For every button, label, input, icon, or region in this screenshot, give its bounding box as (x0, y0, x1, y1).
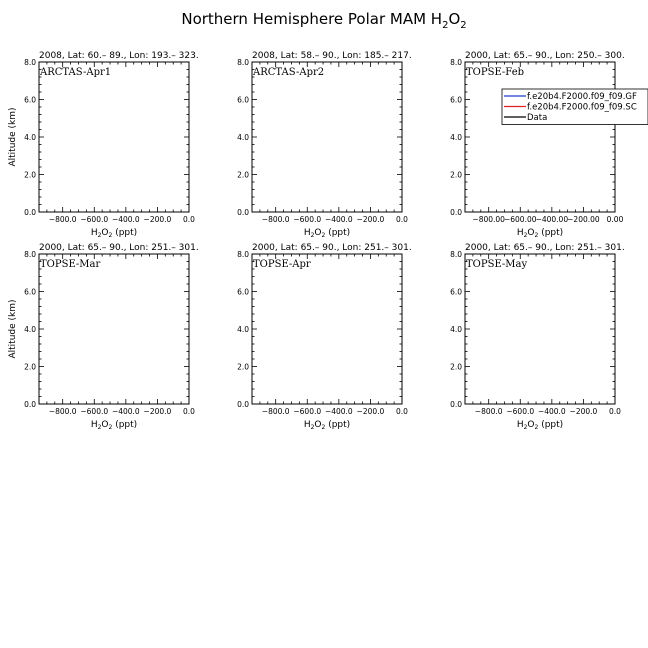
x-tick-label: −800.0 (261, 215, 290, 224)
x-axis-label-sub2: 2 (534, 424, 539, 431)
panel-label: TOPSE-Mar (40, 259, 101, 270)
x-axis-label (304, 228, 350, 239)
figure-title (181, 10, 466, 31)
plot-frame (252, 62, 402, 212)
x-axis-label-h: H (90, 228, 98, 238)
plot-frame (465, 62, 615, 212)
y-tick-label: 8.0 (24, 58, 36, 67)
x-axis-label-sub2: 2 (321, 424, 326, 431)
panel-label: TOPSE-May (466, 259, 528, 270)
y-axis-label: Altitude (km) (8, 299, 18, 359)
x-tick-label: −600.0 (506, 407, 535, 416)
x-tick-label: 0.00 (606, 215, 624, 224)
y-tick-label: 4.0 (450, 133, 462, 142)
legend-entry: f.e20b4.F2000.f09_f09.SC (527, 102, 637, 113)
x-axis-label-o: O (527, 228, 535, 238)
x-axis-label-o: O (101, 420, 109, 430)
chart-panel (237, 243, 412, 431)
chart-panel (450, 243, 625, 431)
x-axis-label-h: H (303, 420, 311, 430)
x-axis-label-o: O (527, 420, 535, 430)
x-axis-label-h: H (90, 420, 98, 430)
plot-frame (39, 62, 189, 212)
x-axis-label-sub2: 2 (108, 424, 113, 431)
y-tick-label: 8.0 (237, 250, 249, 259)
y-tick-label: 4.0 (24, 325, 36, 334)
y-tick-label: 6.0 (450, 287, 462, 297)
x-tick-label: 0.0 (183, 407, 195, 416)
y-tick-label: 4.0 (450, 325, 462, 334)
x-axis-label (91, 228, 137, 239)
y-tick-label: 8.0 (450, 58, 462, 67)
panel-label: ARCTAS-Apr1 (40, 67, 112, 78)
x-axis-label-h: H (516, 228, 524, 238)
x-axis-label-o: O (314, 228, 322, 238)
x-axis-label (517, 228, 563, 239)
x-axis-label (517, 420, 563, 431)
chart-panel (8, 243, 199, 431)
x-axis-label-sub1: 2 (523, 232, 528, 239)
y-tick-label: 8.0 (450, 250, 462, 259)
x-tick-label: 0.0 (396, 215, 408, 224)
x-axis-label (304, 420, 350, 431)
x-tick-label: −400.0 (324, 215, 353, 224)
x-tick-label: −200.0 (143, 215, 172, 224)
panel-header: 2000, Lat: 65.– 90., Lon: 250.– 300. (465, 51, 625, 61)
figure-title-sub2: 2 (460, 20, 467, 31)
x-axis-label-o: O (314, 420, 322, 430)
chart-panel (8, 51, 199, 239)
x-axis-label-sub1: 2 (523, 424, 528, 431)
panel-header: 2008, Lat: 60.– 89., Lon: 193.– 323. (39, 51, 199, 61)
y-tick-label: 0.0 (237, 208, 249, 217)
y-tick-label: 6.0 (24, 95, 36, 105)
figure-title-sub1: 2 (442, 20, 449, 31)
x-axis-label-sub2: 2 (108, 232, 113, 239)
chart-panel (450, 51, 648, 239)
x-tick-label: −400.0 (324, 407, 353, 416)
x-tick-label: 0.0 (396, 407, 408, 416)
x-axis-label-sub2: 2 (534, 232, 539, 239)
legend-entry: Data (527, 113, 548, 123)
y-tick-label: 0.0 (450, 208, 462, 217)
x-tick-label: −200.0 (143, 407, 172, 416)
panel-label: ARCTAS-Apr2 (253, 67, 325, 78)
y-axis-label: Altitude (km) (8, 107, 18, 167)
y-tick-label: 0.0 (24, 208, 36, 217)
panel-header: 2000, Lat: 65.– 90., Lon: 251.– 301. (465, 243, 625, 253)
x-axis-label-unit: (ppt) (112, 420, 138, 430)
x-tick-label: −600.0 (293, 215, 322, 224)
y-tick-label: 2.0 (237, 170, 249, 180)
x-axis-label-unit: (ppt) (538, 228, 564, 238)
x-tick-label: 0.0 (183, 215, 195, 224)
x-tick-label: −800.0 (48, 407, 77, 416)
x-axis-label-sub1: 2 (97, 232, 102, 239)
x-tick-label: −400.00 (535, 215, 569, 224)
x-tick-label: −600.00 (503, 215, 537, 224)
plot-frame (465, 254, 615, 404)
x-tick-label: −800.0 (48, 215, 77, 224)
x-axis-label-sub1: 2 (310, 232, 315, 239)
panel-header: 2000, Lat: 65.– 90., Lon: 251.– 301. (39, 243, 199, 253)
y-tick-label: 2.0 (24, 362, 36, 372)
x-tick-label: −600.0 (293, 407, 322, 416)
y-tick-label: 2.0 (237, 362, 249, 372)
legend-entry: f.e20b4.F2000.f09_f09.GF (527, 92, 637, 102)
legend (502, 89, 648, 125)
x-axis-label (91, 420, 137, 431)
y-tick-label: 4.0 (24, 133, 36, 142)
y-tick-label: 6.0 (237, 95, 249, 105)
x-axis-label-unit: (ppt) (325, 228, 351, 238)
figure-title-mid: O (448, 10, 461, 28)
x-axis-label-o: O (101, 228, 109, 238)
x-axis-label-sub1: 2 (310, 424, 315, 431)
y-tick-label: 0.0 (24, 400, 36, 409)
x-axis-label-unit: (ppt) (538, 420, 564, 430)
y-tick-label: 6.0 (450, 95, 462, 105)
y-tick-label: 4.0 (237, 325, 249, 334)
x-axis-label-unit: (ppt) (325, 420, 351, 430)
x-tick-label: −200.0 (356, 407, 385, 416)
chart-panel (237, 51, 412, 239)
x-tick-label: −800.0 (474, 407, 503, 416)
figure-title-main: Northern Hemisphere Polar MAM H (181, 10, 443, 28)
plot-frame (252, 254, 402, 404)
x-tick-label: −200.0 (356, 215, 385, 224)
x-tick-label: −800.00 (472, 215, 505, 224)
y-tick-label: 2.0 (450, 362, 462, 372)
panel-header: 2000, Lat: 65.– 90., Lon: 251.– 301. (252, 243, 412, 253)
x-axis-label-unit: (ppt) (112, 228, 138, 238)
y-tick-label: 6.0 (237, 287, 249, 297)
x-tick-label: −200.0 (569, 407, 598, 416)
x-axis-label-sub1: 2 (97, 424, 102, 431)
y-tick-label: 0.0 (450, 400, 462, 409)
x-axis-label-h: H (516, 420, 524, 430)
panel-header: 2008, Lat: 58.– 90., Lon: 185.– 217. (252, 51, 412, 61)
y-tick-label: 2.0 (450, 170, 462, 180)
x-axis-label-sub2: 2 (321, 232, 326, 239)
y-tick-label: 8.0 (237, 58, 249, 67)
y-tick-label: 0.0 (237, 400, 249, 409)
x-tick-label: −400.0 (537, 407, 566, 416)
panels (8, 51, 648, 431)
x-tick-label: 0.0 (609, 407, 621, 416)
y-tick-label: 4.0 (237, 133, 249, 142)
x-tick-label: −400.0 (111, 407, 140, 416)
x-axis-label-h: H (303, 228, 311, 238)
y-tick-label: 2.0 (24, 170, 36, 180)
x-tick-label: −800.0 (261, 407, 290, 416)
panel-label: TOPSE-Feb (466, 67, 525, 78)
x-tick-label: −600.0 (80, 407, 109, 416)
x-tick-label: −200.00 (567, 215, 600, 224)
panel-label: TOPSE-Apr (253, 259, 311, 270)
y-tick-label: 6.0 (24, 287, 36, 297)
y-tick-label: 8.0 (24, 250, 36, 259)
x-tick-label: −600.0 (80, 215, 109, 224)
plot-frame (39, 254, 189, 404)
x-tick-label: −400.0 (111, 215, 140, 224)
